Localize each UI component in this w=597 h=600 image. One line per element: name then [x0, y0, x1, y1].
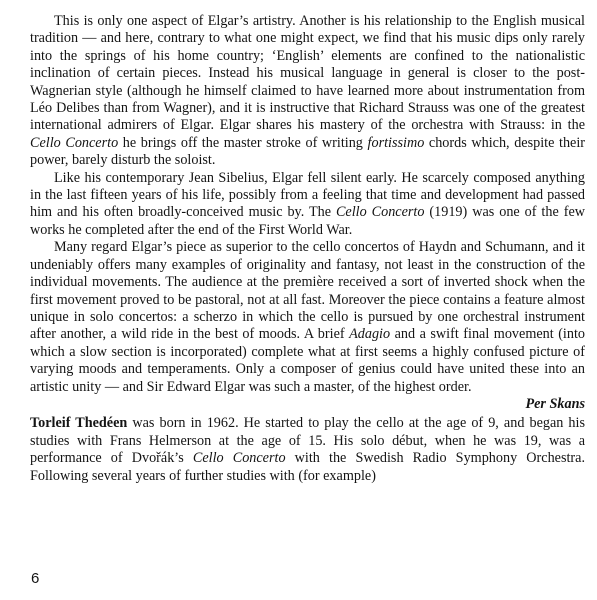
text-run: (1919) was one of the few works he completed after the end of the First World War. [30, 204, 585, 238]
bio-name: Torleif Thedéen [30, 415, 128, 432]
text-run: he brings off the master stroke of writing [118, 134, 368, 151]
text-run: was born in 1962. He started to play the cello at the age of 9, and began his studies with Frans Helmerson at the age of 15. His solo début, when he was 19, was a performance of Dvořák’s [30, 415, 585, 467]
text-run-italic: Cello Concerto [192, 450, 286, 467]
paragraph-sibelius [30, 170, 585, 240]
text-run: and a swift final movement (into which a slow section is incorporated) complete what at first seems a highly confused picture of varying moods and temperaments. Only a composer of genius could have united these into an artistic unity — and Sir Edward Elgar was such a master, of the highest order. [30, 326, 586, 395]
text-run: Like his contemporary Jean Sibelius, Elgar fell silent early. He scarcely composed anything in the last fifteen years of his life, possibly from a feeling that time and development had passed him and his often broadly-conceived music by. The [30, 169, 585, 221]
text-run-italic: Cello Concerto [30, 134, 119, 151]
text-run: with the Swedish Radio Symphony Orchestra. Following several years of further studies with (for example) [30, 450, 585, 484]
text-run: Many regard Elgar’s piece as superior to the cello concertos of Haydn and Schumann, and it undeniably offers many examples of originality and fantasy, not least in the construction of the individual movements. The audience at the première received a sort of inverted shock when the first movement proved to be pastoral, not at all fast. Moreover the piece contains a feature almost unique in solo concertos: a scherzo in which the cello is pursued by one orchestral instrument after another, a wild ride in the best of moods. A brief [30, 239, 585, 343]
paragraph-elgar-artistry [30, 13, 585, 170]
text-run: chords which, despite their power, barely disturb the soloist. [30, 134, 586, 169]
text-run-italic: fortissimo [367, 134, 425, 151]
text-run-italic: Cello Concerto [335, 204, 425, 221]
biography-paragraph [30, 415, 585, 485]
author-signature: Per Skans [525, 395, 585, 412]
paragraph-concerto-structure [30, 239, 585, 396]
page-number: 6 [31, 570, 40, 587]
text-run-italic: Adagio [349, 326, 391, 343]
text-run: This is only one aspect of Elgar’s artistry. Another is his relationship to the English musical tradition — and here, contrary to what one might expect, we find that his music dips only rarely into the springs of his home country; ‘English’ elements are confined to the nationalistic inclination of certain pieces. Instead his musical language in general is closer to the post-Wagnerian style (although he himself claimed to have learned more about instrumentation from Léo Delibes than from Wagner), and it is instructive that Richard Strauss was one of the greatest international admirers of Elgar. Elgar shares his mastery of the orchestra with Strauss: in the [30, 13, 585, 134]
body-text [30, 13, 585, 485]
